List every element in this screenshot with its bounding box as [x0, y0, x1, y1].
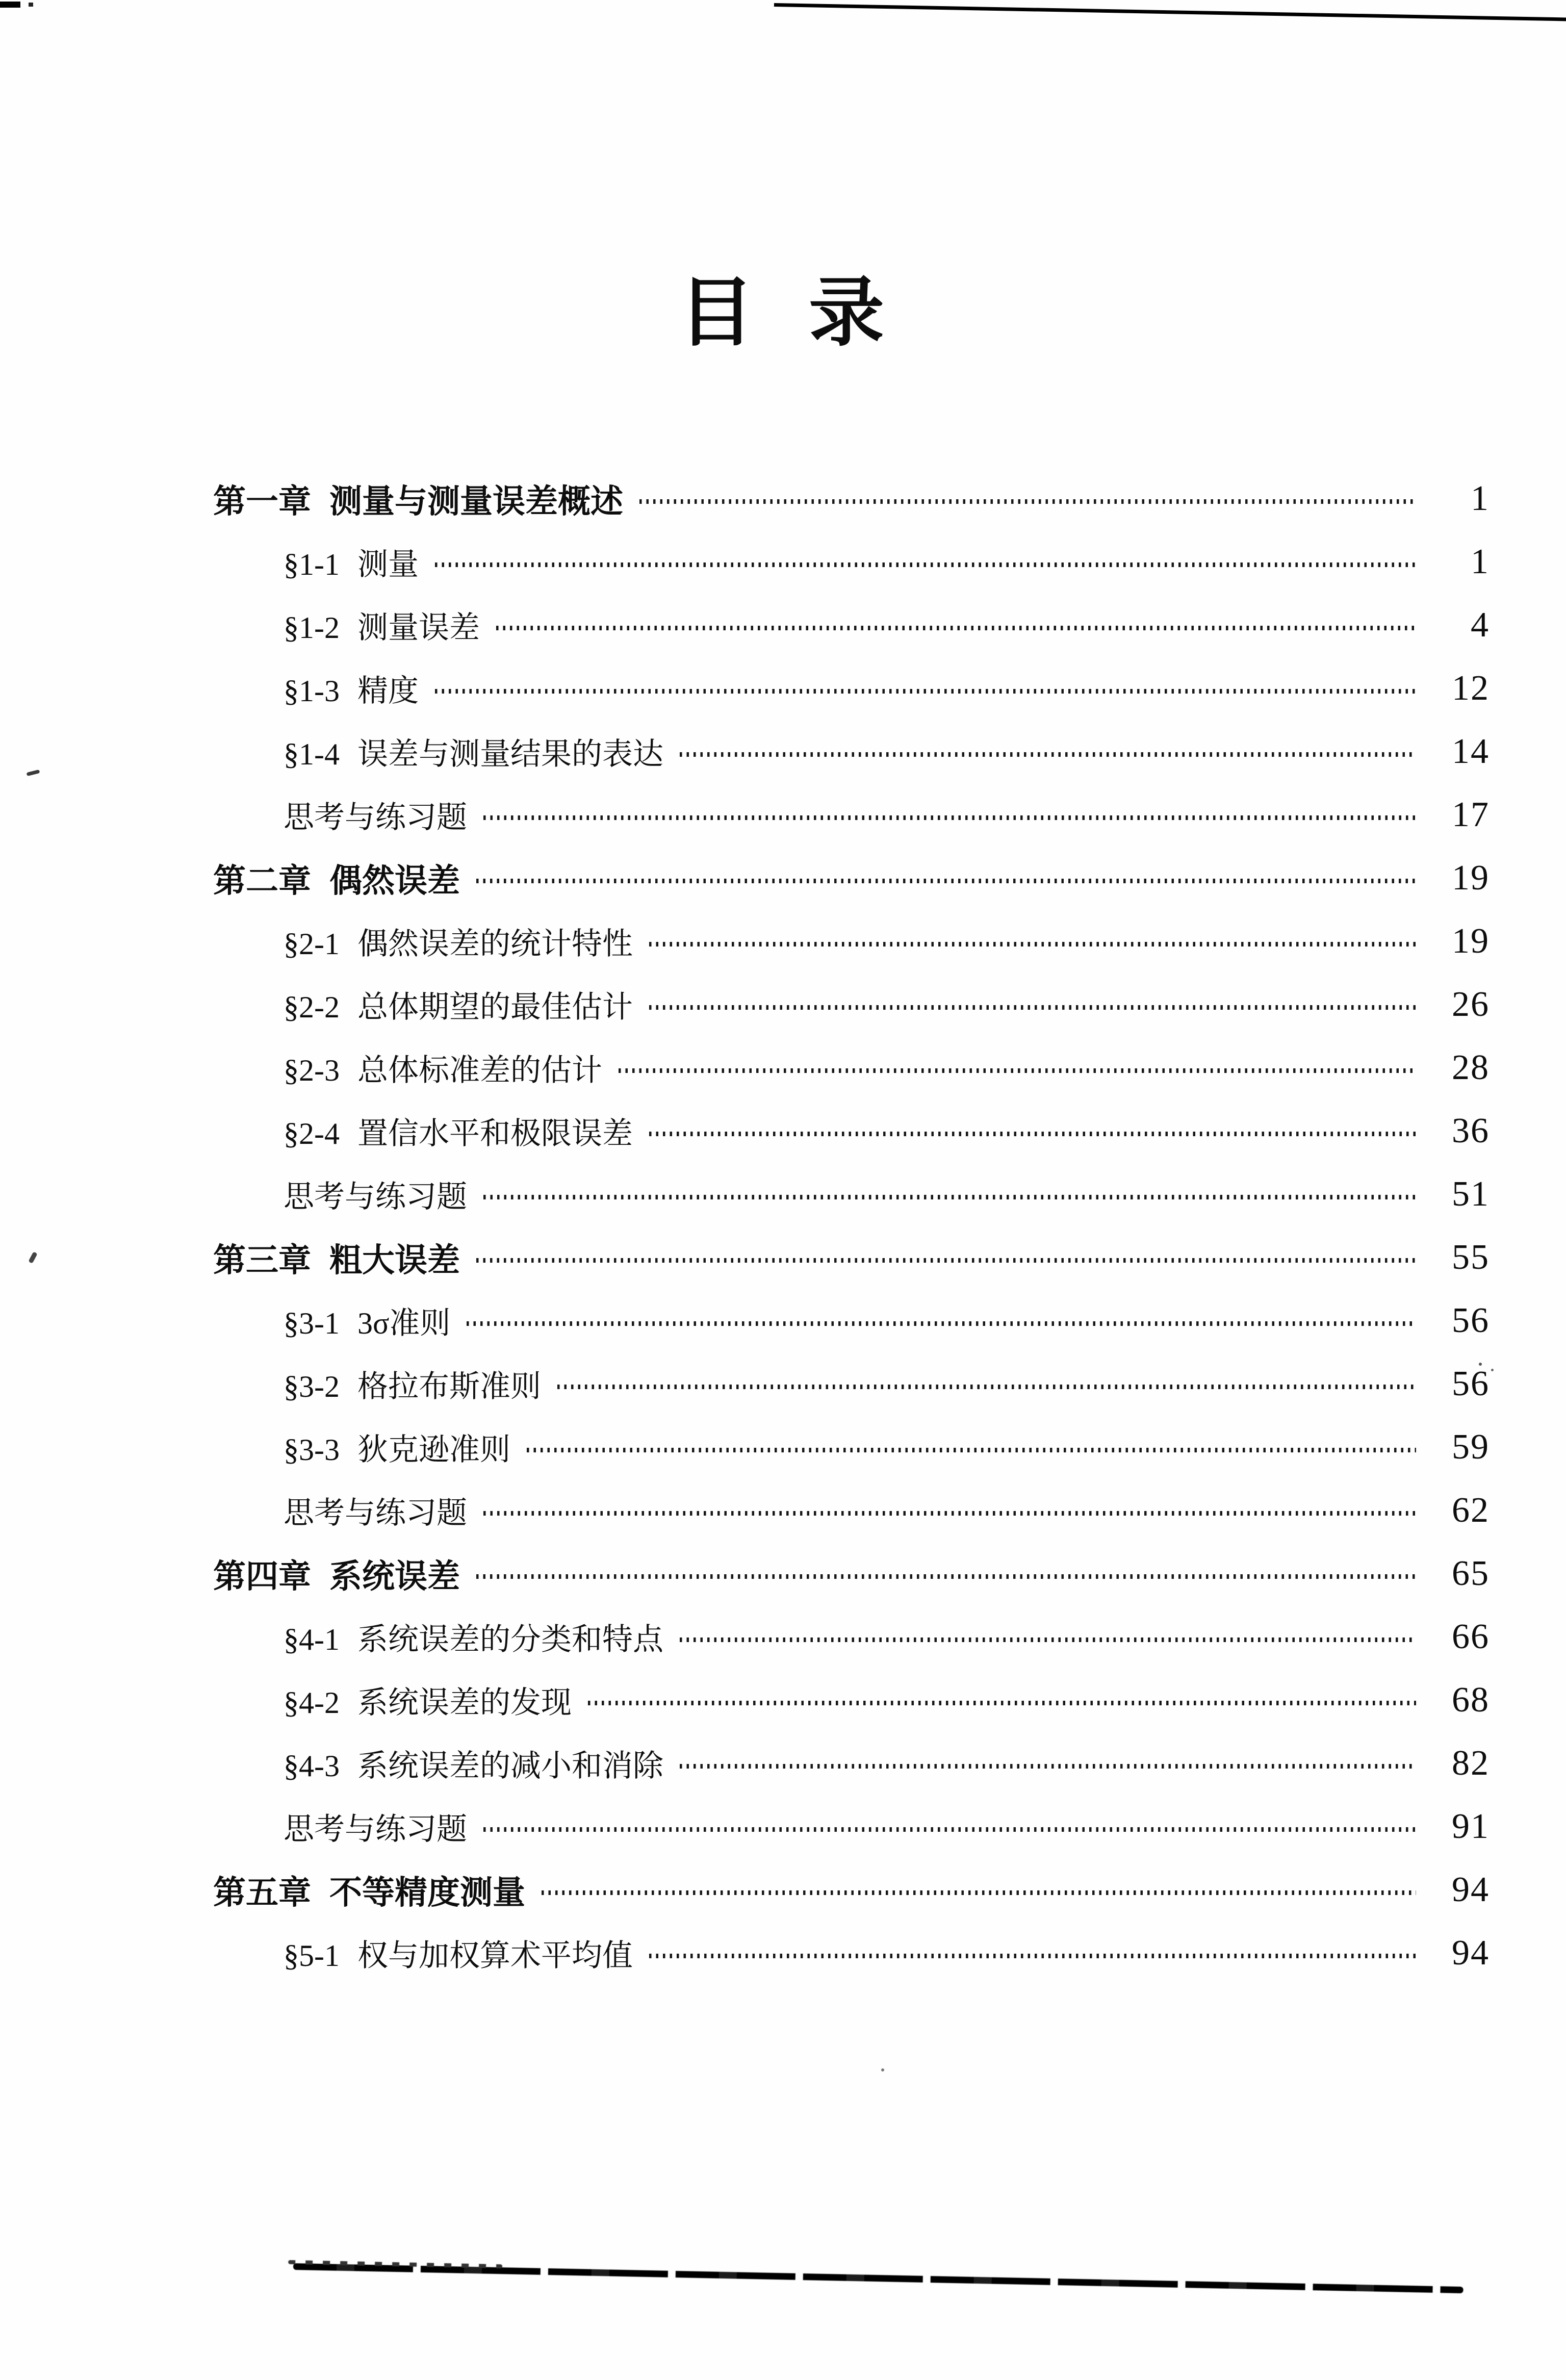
dotted-leader — [680, 1637, 1416, 1642]
toc-entry-label: §5-1 权与加权算术平均值 — [284, 1939, 633, 1973]
toc-entry-label: §4-2 系统误差的发现 — [284, 1686, 572, 1720]
scan-artifact-speck — [1491, 1369, 1494, 1371]
scan-artifact-top-line — [774, 3, 1566, 21]
dotted-leader — [542, 1890, 1416, 1895]
dotted-leader — [557, 1385, 1416, 1389]
scan-artifact-speck — [881, 2068, 884, 2071]
toc-page-number: 56 — [1452, 1364, 1490, 1403]
toc-entry — [213, 1099, 1490, 1163]
toc-page-number: 59 — [1452, 1427, 1490, 1467]
scan-artifact-bottom-streak — [293, 2263, 1464, 2293]
toc-entry — [213, 1416, 1490, 1479]
toc-entry-label: §2-2 总体期望的最佳估计 — [284, 990, 633, 1024]
toc-entry-label: §1-3 精度 — [284, 674, 419, 708]
dotted-leader — [680, 1764, 1416, 1769]
toc-page-number: 1 — [1471, 542, 1490, 581]
toc-page-number: 17 — [1452, 795, 1490, 834]
toc-entry — [213, 1795, 1490, 1858]
toc-entry — [213, 910, 1490, 973]
dotted-leader — [639, 499, 1416, 504]
toc-entry — [213, 1605, 1490, 1669]
scan-artifact-corner-mark — [0, 2, 20, 8]
toc-entry — [213, 1542, 1490, 1605]
toc-entry — [213, 1163, 1490, 1226]
toc-page-number: 66 — [1452, 1617, 1490, 1656]
toc-entry — [213, 1669, 1490, 1732]
toc-page-number: 4 — [1471, 605, 1490, 645]
toc-list — [213, 467, 1490, 1985]
dotted-leader — [476, 879, 1416, 883]
toc-page-number: 68 — [1452, 1680, 1490, 1720]
dotted-leader — [483, 1195, 1416, 1199]
toc-page-number: 94 — [1452, 1933, 1490, 1973]
toc-page-number: 56 — [1452, 1301, 1490, 1340]
toc-entry — [213, 1289, 1490, 1352]
toc-entry — [213, 594, 1490, 657]
toc-entry — [213, 530, 1490, 594]
toc-entry-label: §2-3 总体标准差的估计 — [284, 1054, 602, 1087]
toc-entry-label: 思考与练习题 — [284, 1180, 467, 1214]
toc-page-number: 65 — [1452, 1554, 1490, 1593]
toc-page-number: 28 — [1452, 1048, 1490, 1087]
toc-page-number: 55 — [1452, 1238, 1490, 1277]
dotted-leader — [496, 626, 1416, 630]
toc-entry — [213, 657, 1490, 720]
dotted-leader — [649, 1132, 1416, 1136]
toc-entry-label: 第五章 不等精度测量 — [213, 1875, 525, 1911]
toc-entry-label: §3-1 3σ准则 — [284, 1307, 451, 1340]
toc-entry — [213, 1858, 1490, 1922]
toc-entry — [213, 1922, 1490, 1985]
dotted-leader — [483, 815, 1416, 820]
toc-entry — [213, 1036, 1490, 1099]
toc-page-number: 19 — [1452, 922, 1490, 961]
dotted-leader — [680, 752, 1416, 757]
toc-entry-label: §1-4 误差与测量结果的表达 — [284, 737, 663, 771]
page-title: 目 录 — [679, 272, 887, 355]
toc-page-number: 14 — [1452, 732, 1490, 771]
dotted-leader — [483, 1511, 1416, 1516]
scan-artifact-corner-mark — [29, 3, 33, 7]
toc-entry — [213, 847, 1490, 910]
dotted-leader — [527, 1448, 1416, 1452]
dotted-leader — [476, 1574, 1416, 1579]
toc-entry-label: §4-1 系统误差的分类和特点 — [284, 1623, 663, 1656]
toc-entry — [213, 720, 1490, 783]
toc-entry-label: 第二章 偶然误差 — [213, 863, 460, 899]
toc-entry-label: §1-1 测量 — [284, 548, 419, 581]
toc-entry — [213, 467, 1490, 530]
dotted-leader — [649, 1954, 1416, 1958]
toc-page-number: 94 — [1452, 1870, 1490, 1909]
toc-entry — [213, 1352, 1490, 1416]
toc-entry — [213, 1732, 1490, 1795]
toc-page-number: 36 — [1452, 1111, 1490, 1150]
dotted-leader — [649, 1005, 1416, 1010]
toc-entry-label: 思考与练习题 — [284, 1812, 467, 1846]
dotted-leader — [435, 689, 1416, 694]
dotted-leader — [467, 1321, 1416, 1326]
toc-entry — [213, 973, 1490, 1036]
toc-entry-label: 第一章 测量与测量误差概述 — [213, 483, 623, 520]
toc-page-number: 82 — [1452, 1744, 1490, 1783]
scan-artifact-speck — [28, 1251, 37, 1264]
dotted-leader — [588, 1701, 1416, 1705]
toc-entry-label: §4-3 系统误差的减小和消除 — [284, 1749, 663, 1783]
toc-entry-label: §2-1 偶然误差的统计特性 — [284, 927, 633, 961]
toc-page-number: 62 — [1452, 1491, 1490, 1530]
dotted-leader — [649, 942, 1416, 946]
toc-entry-label: §2-4 置信水平和极限误差 — [284, 1117, 633, 1150]
dotted-leader — [619, 1068, 1416, 1073]
toc-page-number: 91 — [1452, 1807, 1490, 1846]
toc-entry — [213, 1479, 1490, 1542]
toc-page-number: 1 — [1471, 479, 1490, 518]
toc-entry-label: §3-3 狄克逊准则 — [284, 1433, 510, 1467]
toc-page-number: 12 — [1452, 669, 1490, 708]
toc-page-number: 26 — [1452, 985, 1490, 1024]
toc-entry-label: 思考与练习题 — [284, 801, 467, 834]
toc-entry-label: 思考与练习题 — [284, 1496, 467, 1530]
toc-page-number: 19 — [1452, 858, 1490, 898]
toc-entry-label: §3-2 格拉布斯准则 — [284, 1370, 541, 1403]
dotted-leader — [483, 1827, 1416, 1832]
toc-entry — [213, 1226, 1490, 1289]
toc-entry-label: §1-2 测量误差 — [284, 611, 480, 645]
toc-entry — [213, 783, 1490, 847]
toc-page-number: 51 — [1452, 1174, 1490, 1214]
dotted-leader — [476, 1258, 1416, 1263]
toc-entry-label: 第四章 系统误差 — [213, 1558, 460, 1595]
toc-entry-label: 第三章 粗大误差 — [213, 1242, 460, 1278]
scan-artifact-speck — [27, 770, 40, 776]
dotted-leader — [435, 562, 1416, 567]
